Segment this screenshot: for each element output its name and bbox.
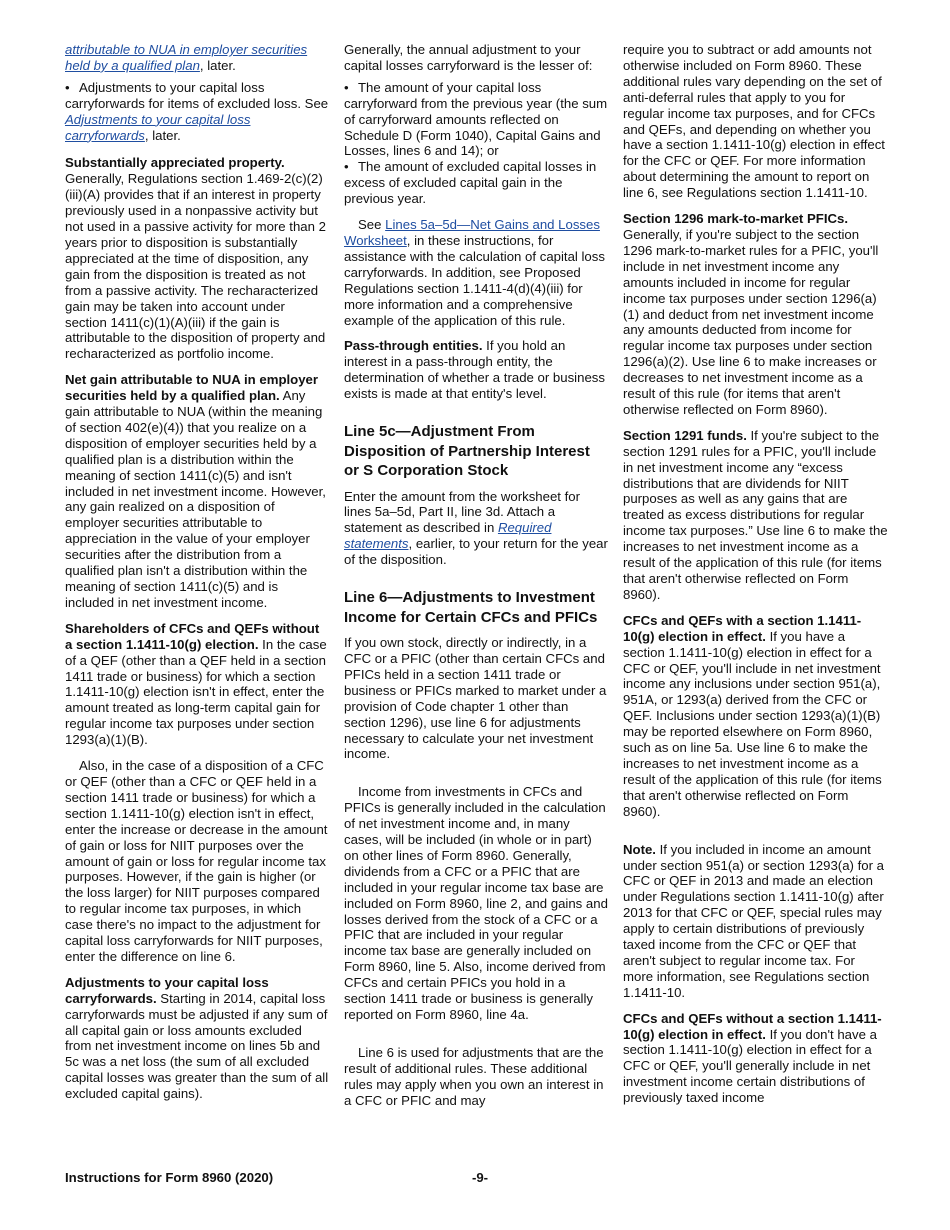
worksheet-link[interactable]: Lines 5a–5d—Net Gains and Losses Worksheet: [344, 217, 600, 248]
run-in-heading: CFCs and QEFs without a section 1.1411-10(g) election in effect.: [623, 1010, 882, 1042]
run-in-heading: Pass-through entities.: [344, 338, 483, 354]
page-number: -9-: [471, 1170, 489, 1185]
column-middle: [344, 42, 609, 1115]
page-footer: [65, 1170, 885, 1185]
run-in-heading: Substantially appreciated property.: [65, 155, 285, 171]
paragraph: See Lines 5a–5d—Net Gains and Losses Worksheet, in these instructions, for assistance with the calculation of capital loss carryforwards. In addition, see Proposed Regulations section 1.1411-4(d)(4)(iii) for more information and a comprehensive example of the application of this rule.: [344, 217, 605, 328]
cross-reference-link[interactable]: Required statements: [344, 520, 552, 552]
paragraph: Section 1291 funds. If you're subject to the section 1291 rules for a PFIC, you'll include in net investment income any “excess distributions that are dividends for NIIT purposes as well as any gains that are treated as excess distributions for regular income tax purposes.” Use line 6 to make the increases to net investment income as a result of the application of this rule (for items that aren't otherwise reflected on Form 8960).: [623, 427, 888, 602]
section-heading: Line 6—Adjustments to Investment Income for Certain CFCs and PFICs: [344, 589, 598, 626]
paragraph: Enter the amount from the worksheet for lines 5a–5d, Part II, line 3d. Attach a statement as described in Required statements, earlier, to your return for the year of the disposition.: [344, 488, 608, 568]
paragraph: Also, in the case of a disposition of a CFC or QEF (other than a CFC or QEF held in a section 1411 trade or business) for which a section 1.1411-10(g) election isn't in effect, enter the increase or decrease in the amount of gain or loss for NIIT purposes over the amount of gain or loss for regular income tax purposes. However, if the gain is higher (or the loss larger) for NIIT purposes compared to regular income tax purposes, in which case there's no impact to the adjustment for capital loss carryforwards for NIIT purposes, enter the difference on line 6.: [65, 758, 328, 964]
run-in-heading: Section 1296 mark-to-market PFICs.: [623, 211, 849, 227]
bullet-item: • The amount of excluded capital losses in excess of excluded capital gain in the previous year.: [344, 159, 597, 207]
section-heading: Line 5c—Adjustment From Disposition of Partnership Interest or S Corporation Stock: [344, 423, 590, 480]
cross-reference-link[interactable]: Adjustments to your capital loss carryforwards: [65, 111, 251, 143]
bullet-item: • Adjustments to your capital loss carryforwards for items of excluded loss. See Adjustments to your capital loss carryforwards, later.: [65, 79, 329, 143]
note-paragraph: Note. If you included in income an amount under section 951(a) or section 1293(a) for a CFC or QEF in 2013 and made an election under Regulations section 1.1411-10(g) after 2013 for that CFC or QEF, special rules may apply to certain distributions of previously taxed income from the CFC or QEF that aren't subject to regular income tax. For more information, see Regulations section 1.1411-10.: [623, 841, 884, 1000]
column-left: [65, 42, 330, 1108]
run-in-heading: Section 1291 funds.: [623, 427, 747, 443]
bullet-icon: •: [344, 79, 349, 95]
paragraph: Net gain attributable to NUA in employer securities held by a qualified plan. Any gain attributable to NUA (within the meaning of section 402(e)(4)) that you realize on a disposition of employer securities held by a qualified plan is a distribution within the meaning of section 1411(c)(5) and isn't included in net investment income. However, any gain realized on a disposition of employer securities attributable to appreciation in the value of your employer securities after the distribution from a qualified plan isn't a distribution within the meaning of section 1411(c)(5) and is included in net investment income.: [65, 372, 326, 610]
paragraph: Pass-through entities. If you hold an interest in a pass-through entity, the determination of whether a trade or business exists is made at that entity's level.: [344, 338, 605, 402]
run-in-heading: Shareholders of CFCs and QEFs without a section 1.1411-10(g) election.: [65, 620, 320, 652]
note-label: Note.: [623, 841, 656, 857]
paragraph: If you own stock, directly or indirectly, in a CFC or a PFIC (other than certain CFCs and PFICs held in a section 1411 trade or business or PFICs marked to market under a provision of Code chapter 1 other than section 1296), use line 6 for adjustments necessary to calculate your net investment income.: [344, 635, 607, 762]
paragraph: Income from investments in CFCs and PFICs is generally included in the calculation of net investment income and, in many cases, will be included (in whole or in part) on other lines of Form 8960. Generally, dividends from a CFC or a PFIC that are included in your regular income tax base are included on Form 8960, line 2, and gains and losses derived from the stock of a CFC or a PFIC that are included in your regular income tax base are generally included on Form 8960, line 5. Also, income derived from CFCs and certain PFICs you hold in a section 1411 trade or business is generally reported on Form 8960, line 4a.: [344, 784, 608, 1022]
paragraph: Line 6 is used for adjustments that are the result of additional rules. These additional rules may apply when you own an interest in a CFC or PFIC and may: [344, 1044, 604, 1108]
paragraph: Generally, the annual adjustment to your capital losses carryforward is the lesser of:: [344, 42, 593, 73]
footer-title: Instructions for Form 8960 (2020): [65, 1170, 274, 1185]
paragraph: Substantially appreciated property. Generally, Regulations section 1.469-2(c)(2)(iii)(A) provides that if an interest in property previously used in a nonpassive activity but not used in a passive activity for more than 2 years prior to disposition is substantially appreciated at the time of disposition, any gain from the disposition is treated as not from a passive activity. The recharacterized gain may be taken into account under section 1411(c)(1)(A)(iii) if the gain is attributable to the disposition of property and recharacterized as portfolio income.: [65, 155, 326, 362]
bullet-icon: •: [344, 159, 349, 175]
paragraph: require you to subtract or add amounts not otherwise included on Form 8960. These additional rules vary depending on the set of anti-deferral rules that apply to you for regular income tax purposes, and for CFCs and QEFs, and depending on whether you have a section 1.1411-10(g) election in effect for the CFC or QEF. For more information about determining the amount to report on line 6, see Regulations section 1.1411-10.: [623, 42, 885, 201]
bullet-item: • The amount of your capital loss carryforward from the previous year (the sum of carryforward amounts reflected on Schedule D (Form 1040), Capital Gains and Losses, lines 6 and 14); or: [344, 79, 608, 159]
run-in-heading: Adjustments to your capital loss carryforwards.: [65, 974, 269, 1006]
paragraph: Shareholders of CFCs and QEFs without a section 1.1411-10(g) election. In the case of a QEF (other than a QEF held in a section 1411 trade or business) for which a section 1.1411-10(g) election isn't in effect, enter the amount treated as long-term capital gain for regular income tax purposes under section 1293(a)(1)(B).: [65, 620, 327, 748]
run-in-heading: CFCs and QEFs with a section 1.1411-10(g) election in effect.: [623, 612, 862, 644]
bullet-icon: •: [65, 79, 70, 95]
paragraph: Adjustments to your capital loss carryforwards. Starting in 2014, capital loss carryforwards must be adjusted if any sum of all capital gain or loss amounts excluded from net investment income on lines 5b and 5c was a net loss (the sum of all excluded capital losses was greater than the sum of all excluded capital gains).: [65, 974, 329, 1102]
paragraph: CFCs and QEFs without a section 1.1411-10(g) election in effect. If you don't have a section 1.1411-10(g) election in effect for a CFC or QEF, you'll generally include in net investment income certain distributions of previously taxed income: [623, 1010, 882, 1106]
column-right: [623, 42, 888, 1112]
paragraph: attributable to NUA in employer securities held by a qualified plan, later.: [65, 42, 308, 73]
paragraph: CFCs and QEFs with a section 1.1411-10(g) election in effect. If you have a section 1.1411-10(g) election in effect for a CFC or QEF, you'll include in net investment income any inclusions under section 951(a), 951A, or 1293(a) derived from the CFC or QEF. Inclusions under section 1293(a)(1)(B) may be reported elsewhere on Form 8960, such as on line 5a. Use line 6 to make the increases to net investment income as a result of the application of this rule (for items that aren't otherwise reflected on Form 8960).: [623, 612, 882, 819]
run-in-heading: Net gain attributable to NUA in employer securities held by a qualified plan.: [65, 372, 319, 404]
paragraph: Section 1296 mark-to-market PFICs. Generally, if you're subject to the section 1296 mark-to-market rules for a PFIC, you'll include in net investment income any amounts included in income for regular income tax purposes under section 1296(a)(1) and deduct from net investment income any amounts deducted from income for regular income tax purposes under section 1296(a)(2). Use line 6 to make increases or decreases to net investment income as a result of this rule (for items that aren't otherwise reflected on Form 8960).: [623, 211, 879, 417]
cross-reference-link[interactable]: attributable to NUA in employer securities held by a qualified plan: [65, 42, 308, 73]
